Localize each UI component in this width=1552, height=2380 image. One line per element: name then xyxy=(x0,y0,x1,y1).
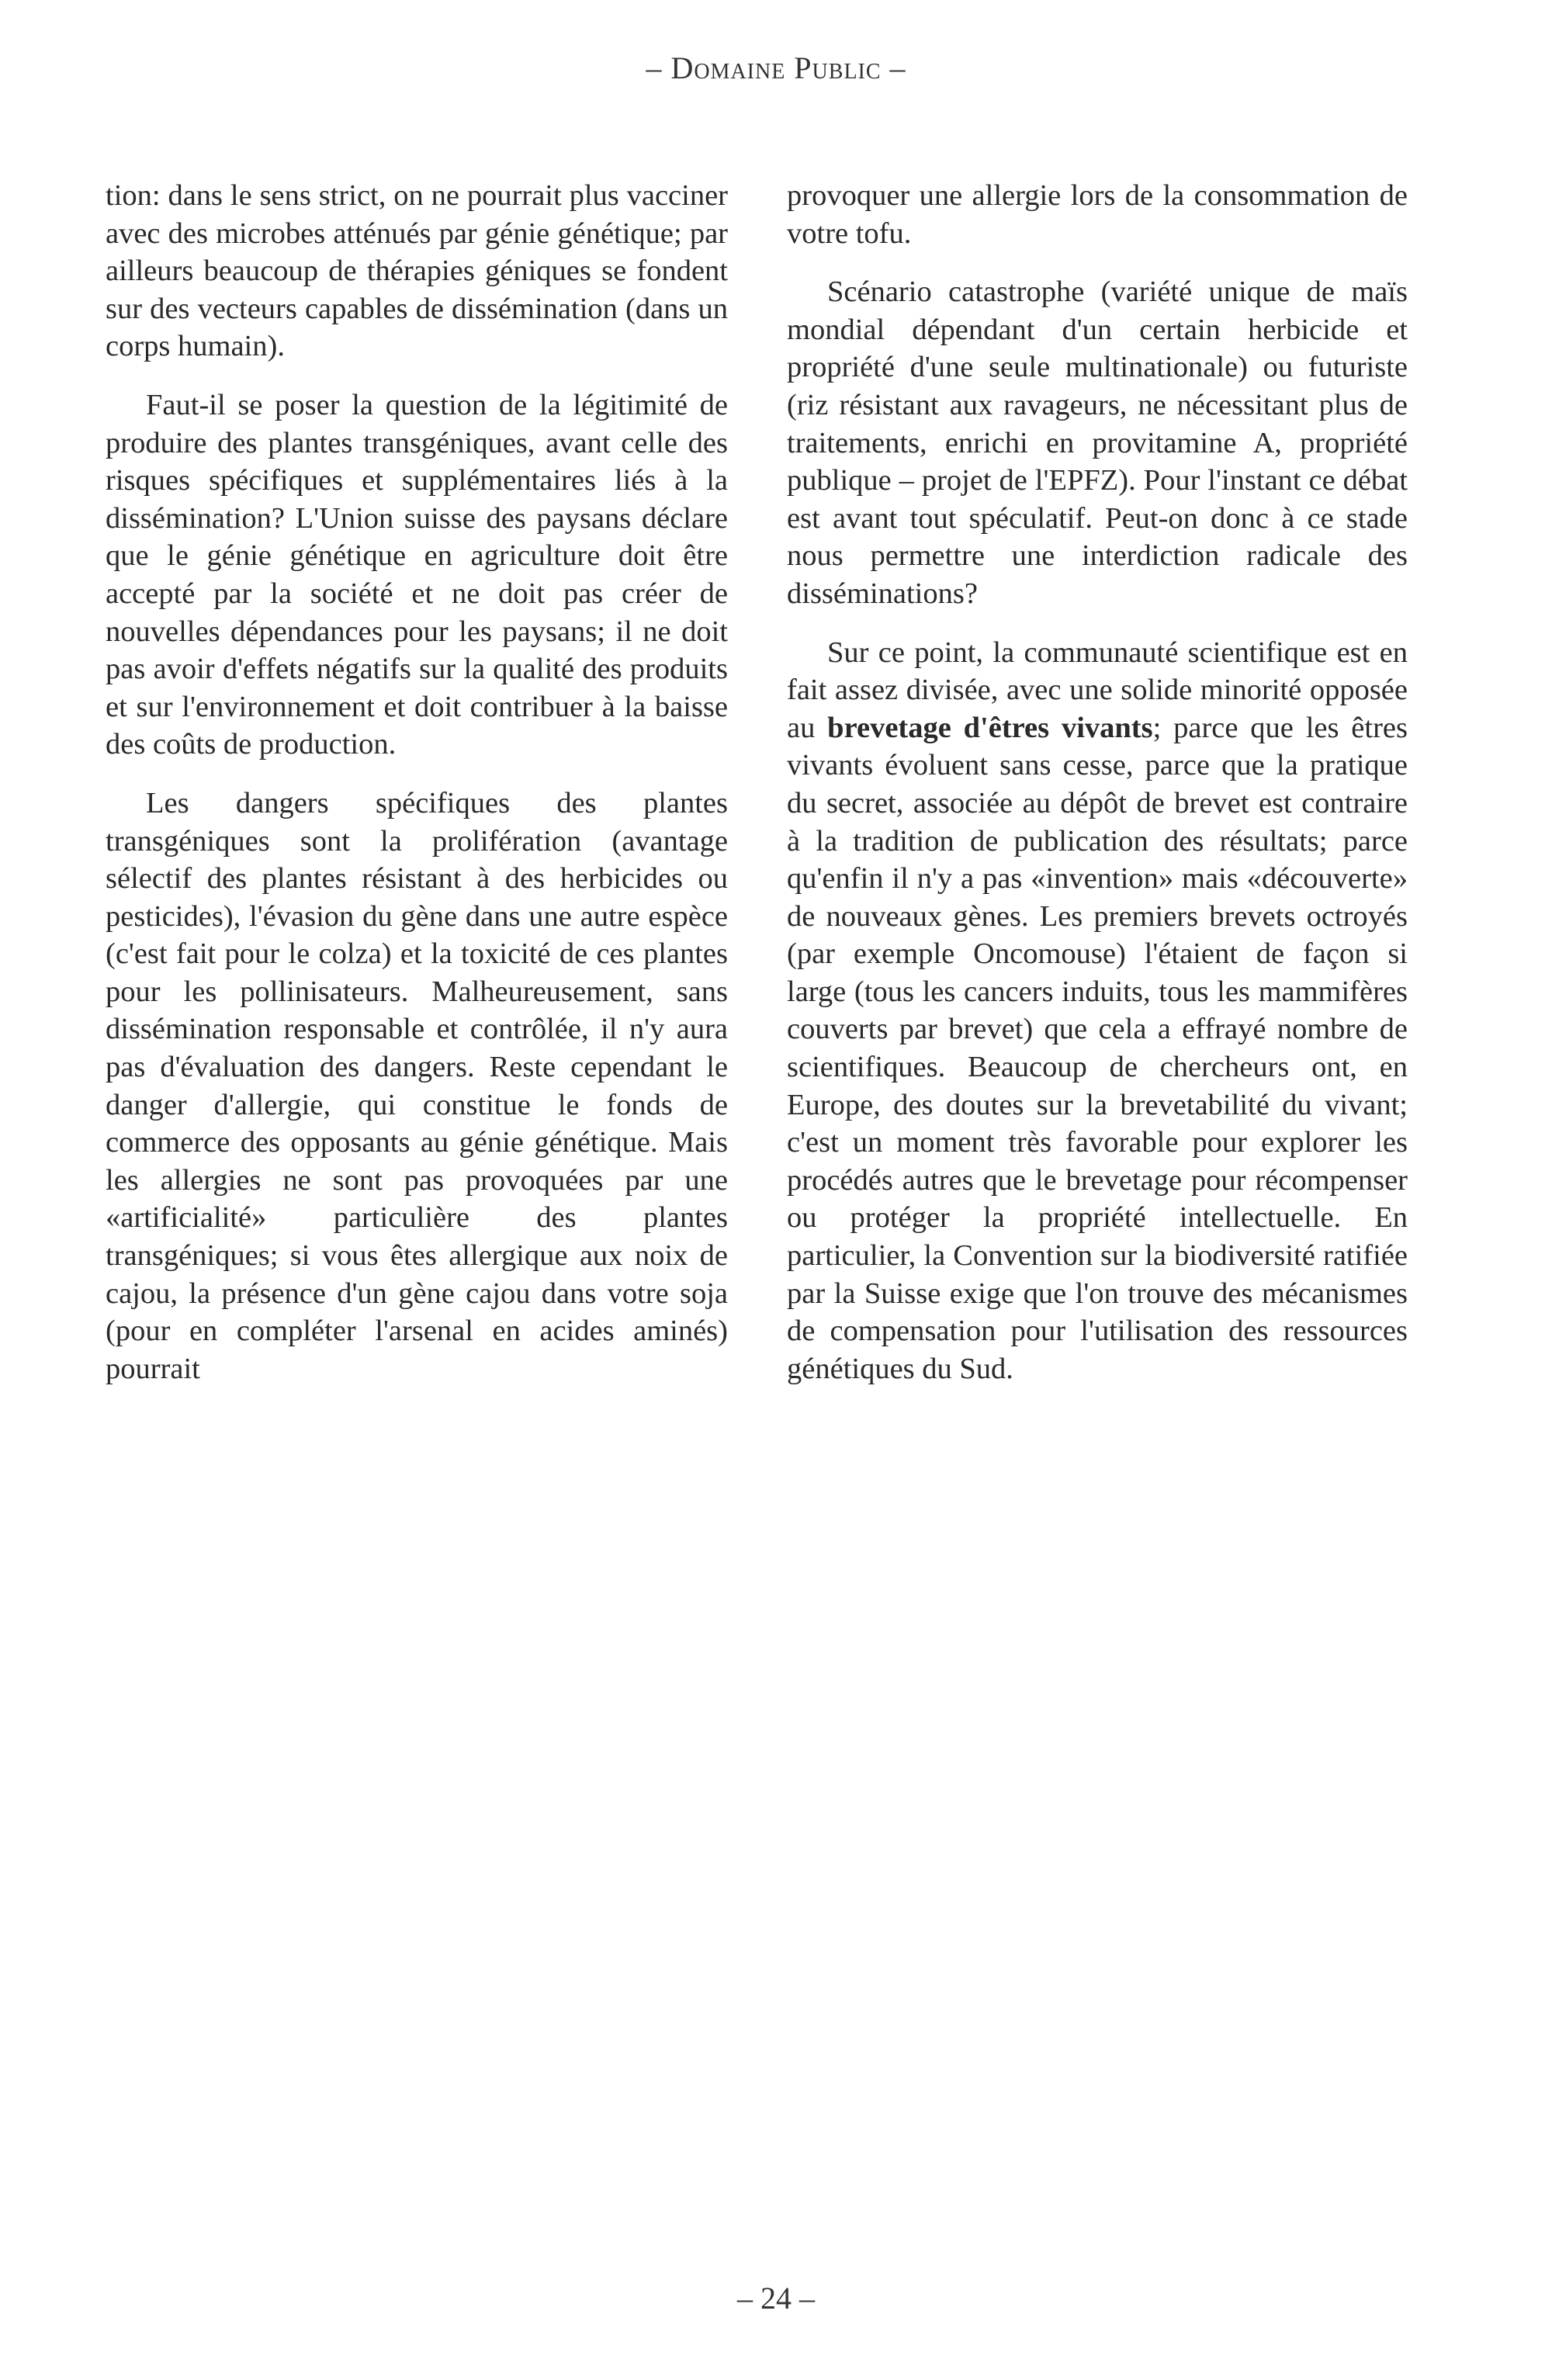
paragraph: Scénario catastrophe (variété unique de maïs mondial dépendant d'un certain herbicide et propriété d'une seule multinationale) ou futuriste (riz résistant aux ravageurs, ne nécessitant plus de traitements, enrichi en provitamine A, propriété publique – projet de l'EPFZ). Pour l'instant ce débat est avant tout spéculatif. Peut-on donc à ce stade nous permettre une interdiction radicale des disséminations? xyxy=(787,275,1408,610)
paragraph: provoquer une allergie lors de la consommation de votre tofu. xyxy=(787,179,1408,250)
paragraph-text: ; parce que les êtres vivants évoluent sans cesse, parce que la pratique du secret, associée au dépôt de brevet est contraire à la tradition de publication des résultats; parce qu'enfin il n'y a pas «invention» mais «découverte» de nouveaux gènes. Les premiers brevets octroyés (par exemple Oncomouse) l'étaient de façon si large (tous les cancers induits, tous les mammifères couverts par brevet) que cela a effrayé nombre de scientifiques. Beaucoup de chercheurs ont, en Europe, des doutes sur la brevetabilité du vivant; c'est un moment très favorable pour explorer les procédés autres que le brevetage pour récompenser ou protéger la propriété intellectuelle. En particulier, la Convention sur la biodiversité ratifiée par la Suisse exige que l'on trouve des mécanismes de compensation pour l'utilisation des ressources génétiques du Sud. xyxy=(787,711,1408,1385)
page-number: – 24 – xyxy=(737,2281,815,2316)
running-header: – Domaine Public – xyxy=(646,50,906,85)
paragraph xyxy=(787,634,1408,1388)
bold-term: brevetage d'êtres vivants xyxy=(827,711,1153,744)
paragraph: tion: dans le sens strict, on ne pourrait plus vacciner avec des microbes atténués par génie génétique; par ailleurs beaucoup de thérapies géniques se fondent sur des vecteurs capables de dissémination (dans un corps humain). xyxy=(106,179,728,363)
left-column xyxy=(106,177,728,1408)
paragraph: Les dangers spécifiques des plantes transgéniques sont la prolifération (avantage sélectif des plantes résistant à des herbicides ou pesticides), l'évasion du gène dans une autre espèce (c'est fait pour le colza) et la toxicité de ces plantes pour les pollinisateurs. Malheureusement, sans dissémination responsable et contrôlée, il n'y aura pas d'évaluation des dangers. Reste cependant le danger d'allergie, qui constitue le fonds de commerce des opposants au génie génétique. Mais les allergies ne sont pas provoquées par une «artificialité» particulière des plantes transgéniques; si vous êtes allergique aux noix de cajou, la présence d'un gène cajou dans votre soja (pour en compléter l'arsenal en acides aminés) pourrait xyxy=(106,786,728,1385)
right-column xyxy=(787,177,1408,1408)
paragraph-text: Sur ce point, la communauté scientifique est en fait assez divisée, avec une solide minorité opposée au xyxy=(787,636,1408,744)
paragraph: Faut-il se poser la question de la légitimité de produire des plantes transgéniques, avant celle des risques spécifiques et supplémentaires liés à la dissémination? L'Union suisse des paysans déclare que le génie génétique en agriculture doit être accepté par la société et ne doit pas créer de nouvelles dépendances pour les paysans; il ne doit pas avoir d'effets négatifs sur la qualité des produits et sur l'environnement et doit contribuer à la baisse des coûts de production. xyxy=(106,388,728,761)
